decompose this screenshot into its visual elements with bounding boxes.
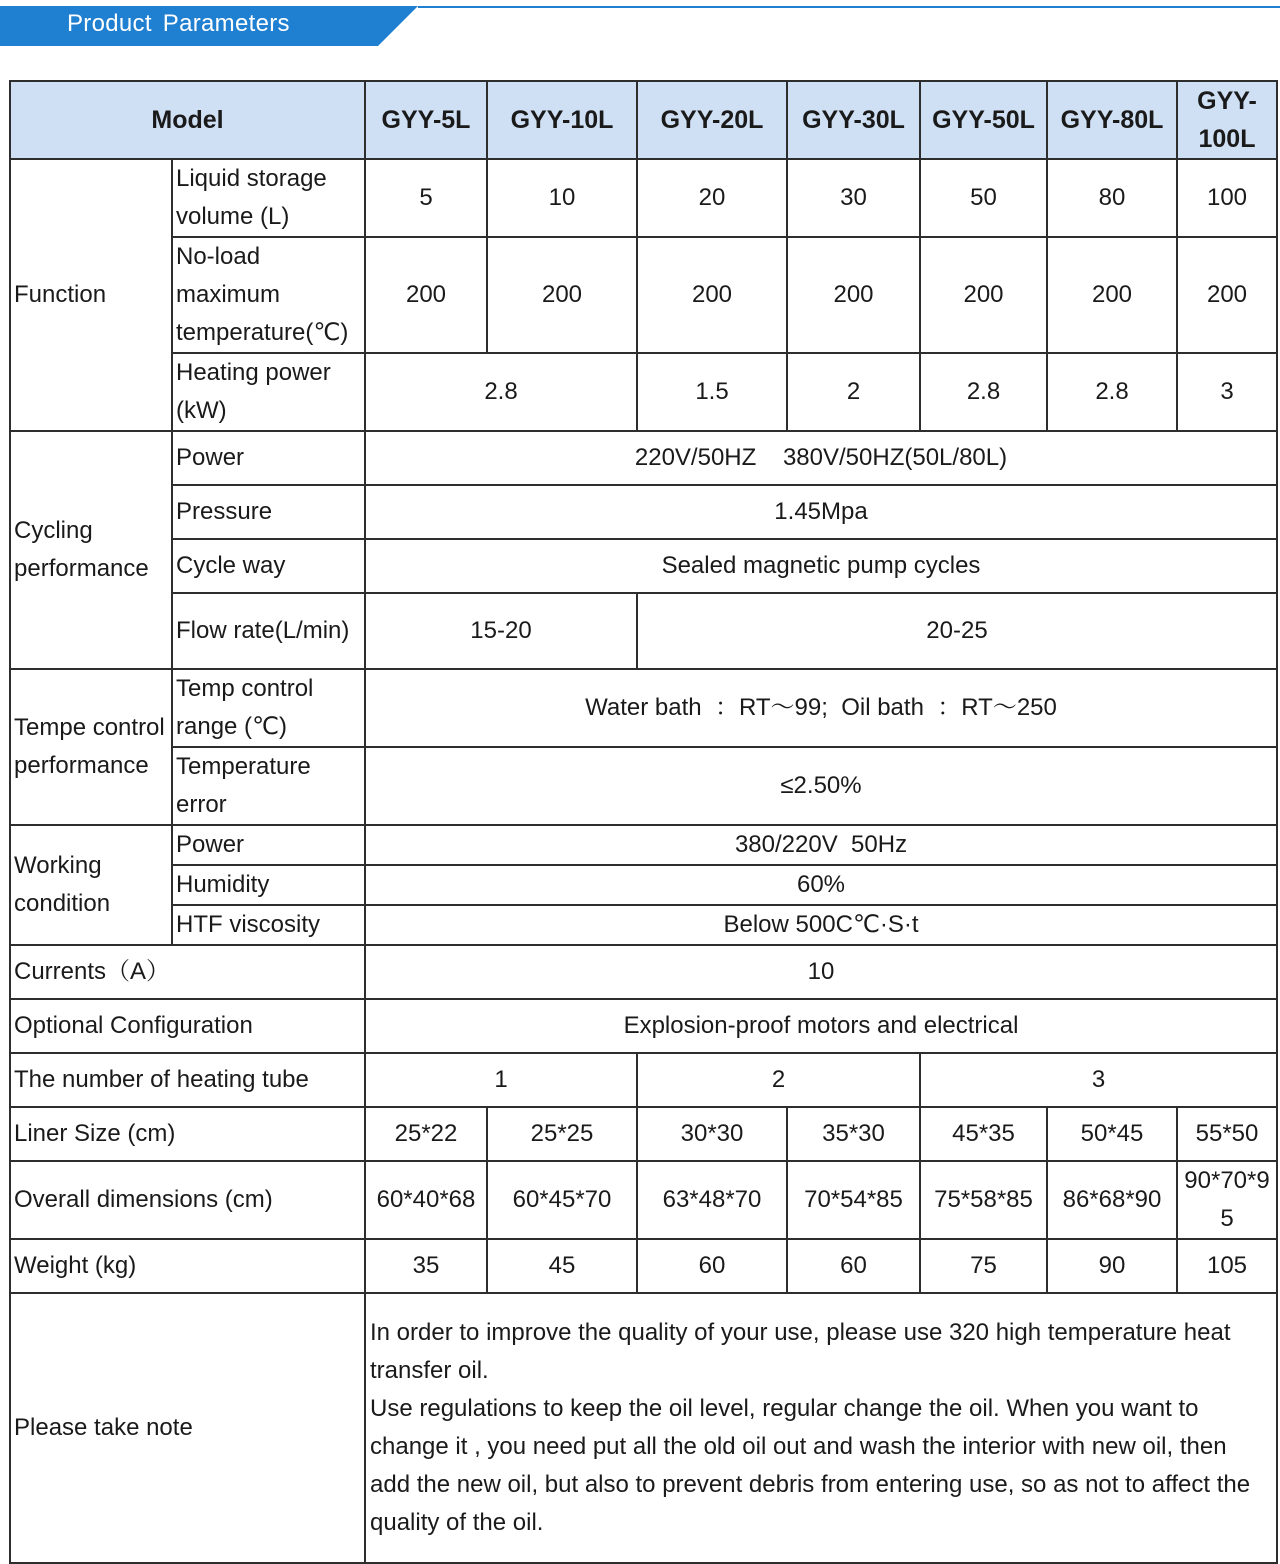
row-label: Liquid storage volume (L) xyxy=(172,159,365,237)
cell-value: 25*22 xyxy=(365,1107,487,1161)
group-label-working: Working condition xyxy=(10,825,172,945)
table-row xyxy=(10,747,1277,825)
cell-value: 30 xyxy=(787,159,920,237)
cell-value: 63*48*70 xyxy=(637,1161,787,1239)
cell-value: 80 xyxy=(1047,159,1177,237)
cell-value: 20-25 xyxy=(637,593,1277,669)
row-label: Please take note xyxy=(10,1293,365,1563)
cell-value: 200 xyxy=(1047,237,1177,353)
table-row xyxy=(10,945,1277,999)
cell-value: 220V/50HZ 380V/50HZ(50L/80L) xyxy=(365,431,1277,485)
group-label-function: Function xyxy=(10,159,172,431)
model-name: GYY-10L xyxy=(487,81,637,159)
product-parameters-table xyxy=(9,80,1278,1564)
cell-value: 20 xyxy=(637,159,787,237)
row-label: No-load maximum temperature(℃) xyxy=(172,237,365,353)
model-label: Model xyxy=(10,81,365,159)
cell-value: Below 500C℃·S·t xyxy=(365,905,1277,945)
row-label: Currents（A） xyxy=(10,945,365,999)
model-name: GYY-5L xyxy=(365,81,487,159)
row-label: Power xyxy=(172,431,365,485)
cell-value: 90*70*95 xyxy=(1177,1161,1277,1239)
cell-value: 200 xyxy=(487,237,637,353)
note-text xyxy=(365,1293,1277,1563)
group-label-cycling: Cycling performance xyxy=(10,431,172,669)
cell-value: 35*30 xyxy=(787,1107,920,1161)
model-name: GYY-20L xyxy=(637,81,787,159)
note-paragraph: Use regulations to keep the oil level, regular change the oil. When you want to change it , you need put all the old oil out and wash the interior with new oil, then add the new oil, but also to prevent debris from entering use, so as not to affect the quality of the oil. xyxy=(370,1395,1251,1536)
model-name: GYY-80L xyxy=(1047,81,1177,159)
model-name: GYY-50L xyxy=(920,81,1047,159)
row-label: Pressure xyxy=(172,485,365,539)
cell-value: 90 xyxy=(1047,1239,1177,1293)
row-label: Cycle way xyxy=(172,539,365,593)
table-row xyxy=(10,539,1277,593)
cell-value: 70*54*85 xyxy=(787,1161,920,1239)
group-label-temp-control: Tempe control performance xyxy=(10,669,172,825)
table-row xyxy=(10,353,1277,431)
cell-value: 30*30 xyxy=(637,1107,787,1161)
cell-value: ≤2.50% xyxy=(365,747,1277,825)
cell-value: 2.8 xyxy=(365,353,637,431)
cell-value: 60*45*70 xyxy=(487,1161,637,1239)
row-label: Overall dimensions (cm) xyxy=(10,1161,365,1239)
table-row xyxy=(10,485,1277,539)
cell-value: 1.5 xyxy=(637,353,787,431)
cell-value: 45*35 xyxy=(920,1107,1047,1161)
cell-value: 105 xyxy=(1177,1239,1277,1293)
model-header-row xyxy=(10,81,1277,159)
cell-value: 10 xyxy=(487,159,637,237)
row-label: The number of heating tube xyxy=(10,1053,365,1107)
cell-value: 2 xyxy=(787,353,920,431)
note-paragraph: In order to improve the quality of your use, please use 320 high temperature heat transfer oil. xyxy=(370,1319,1231,1384)
section-banner xyxy=(0,0,1280,48)
row-label: Optional Configuration xyxy=(10,999,365,1053)
cell-value: 25*25 xyxy=(487,1107,637,1161)
row-label: Temp control range (℃) xyxy=(172,669,365,747)
row-label: Humidity xyxy=(172,865,365,905)
cell-value: 100 xyxy=(1177,159,1277,237)
row-label: Heating power (kW) xyxy=(172,353,365,431)
row-label: Weight (kg) xyxy=(10,1239,365,1293)
cell-value: 2 xyxy=(637,1053,920,1107)
table-row xyxy=(10,865,1277,905)
cell-value: 75*58*85 xyxy=(920,1161,1047,1239)
cell-value: 60% xyxy=(365,865,1277,905)
table-row xyxy=(10,1161,1277,1239)
note-row xyxy=(10,1293,1277,1563)
cell-value: Water bath ：RT～99; Oil bath ：RT～250 xyxy=(365,669,1277,747)
section-title: Product Parameters xyxy=(67,10,290,37)
cell-value: 2.8 xyxy=(1047,353,1177,431)
cell-value: 200 xyxy=(365,237,487,353)
cell-value: 5 xyxy=(365,159,487,237)
cell-value: 3 xyxy=(1177,353,1277,431)
cell-value: Explosion-proof motors and electrical xyxy=(365,999,1277,1053)
row-label: Temperature error xyxy=(172,747,365,825)
cell-value: 200 xyxy=(920,237,1047,353)
cell-value: 86*68*90 xyxy=(1047,1161,1177,1239)
cell-value: 60 xyxy=(787,1239,920,1293)
cell-value: 200 xyxy=(1177,237,1277,353)
model-name: GYY-30L xyxy=(787,81,920,159)
cell-value: 1 xyxy=(365,1053,637,1107)
cell-value: 2.8 xyxy=(920,353,1047,431)
cell-value: 75 xyxy=(920,1239,1047,1293)
table-row xyxy=(10,1107,1277,1161)
cell-value: 200 xyxy=(637,237,787,353)
table-row xyxy=(10,669,1277,747)
table-row xyxy=(10,237,1277,353)
cell-value: 15-20 xyxy=(365,593,637,669)
table-row xyxy=(10,825,1277,865)
cell-value: 380/220V 50Hz xyxy=(365,825,1277,865)
table-row xyxy=(10,431,1277,485)
cell-value: 50*45 xyxy=(1047,1107,1177,1161)
cell-value: 3 xyxy=(920,1053,1277,1107)
row-label: Flow rate(L/min) xyxy=(172,593,365,669)
table-row xyxy=(10,1239,1277,1293)
cell-value: 200 xyxy=(787,237,920,353)
table-row xyxy=(10,999,1277,1053)
table-row xyxy=(10,905,1277,945)
table-row xyxy=(10,159,1277,237)
model-name: GYY-100L xyxy=(1177,81,1277,159)
table-row xyxy=(10,593,1277,669)
cell-value: 55*50 xyxy=(1177,1107,1277,1161)
cell-value: 1.45Mpa xyxy=(365,485,1277,539)
cell-value: 10 xyxy=(365,945,1277,999)
cell-value: Sealed magnetic pump cycles xyxy=(365,539,1277,593)
cell-value: 35 xyxy=(365,1239,487,1293)
row-label: Power xyxy=(172,825,365,865)
row-label: Liner Size (cm) xyxy=(10,1107,365,1161)
cell-value: 45 xyxy=(487,1239,637,1293)
cell-value: 60 xyxy=(637,1239,787,1293)
row-label: HTF viscosity xyxy=(172,905,365,945)
cell-value: 60*40*68 xyxy=(365,1161,487,1239)
cell-value: 50 xyxy=(920,159,1047,237)
table-row xyxy=(10,1053,1277,1107)
